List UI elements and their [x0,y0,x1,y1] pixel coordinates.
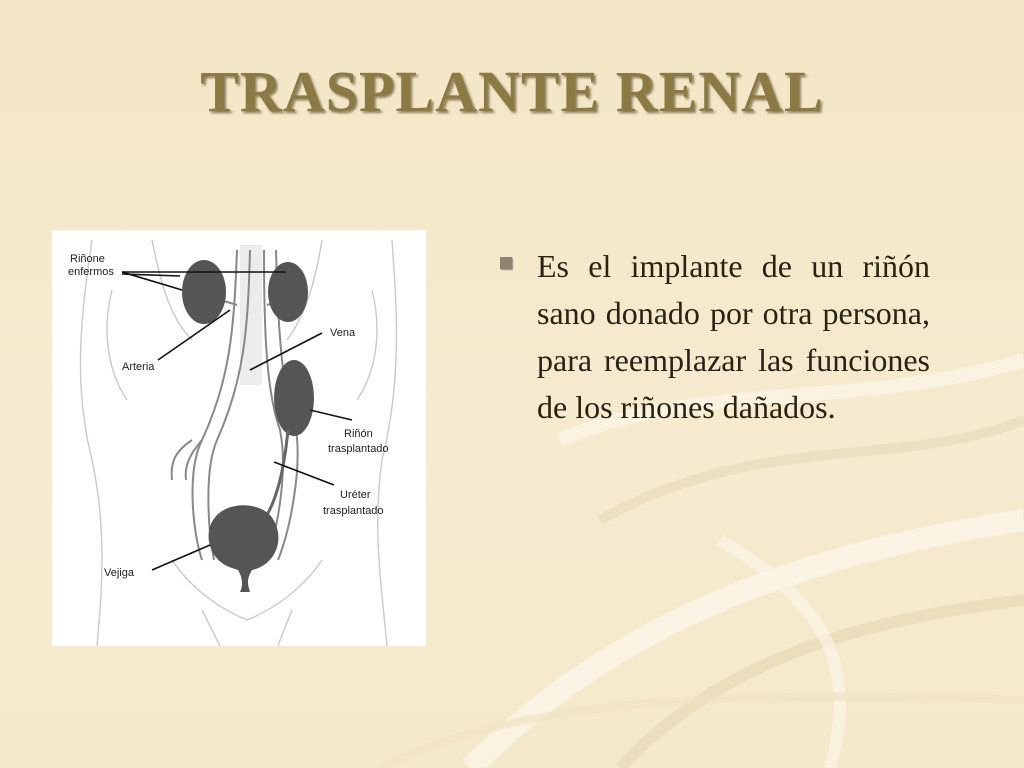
label-bladder: Vejiga [104,567,134,579]
slide-title: TRASPLANTE RENAL [200,59,824,124]
bullet-item: Es el implante de un riñón sano donado por otra persona, para reemplazar las funciones de los riñones dañados. [537,248,930,425]
transplanted-kidney-shape [274,360,314,436]
label-diseased-kidneys-1: Riñone [70,253,105,265]
bladder-shape [209,505,279,592]
label-transplanted-kidney-2: trasplantado [328,443,389,455]
label-diseased-kidneys-2: enfermos [68,266,114,278]
bullet-list [500,243,930,431]
kidney-transplant-diagram [52,230,426,646]
diseased-kidney-left-shape [182,260,226,324]
label-vein: Vena [330,327,356,339]
label-transplanted-kidney-1: Riñón [344,428,373,440]
diseased-kidney-right-shape [268,262,308,322]
label-ureter-1: Uréter [340,489,371,501]
anatomy-illustration [52,230,426,646]
label-ureter-2: trasplantado [323,505,384,517]
square-bullet-icon [500,257,512,269]
label-artery: Arteria [122,361,155,373]
